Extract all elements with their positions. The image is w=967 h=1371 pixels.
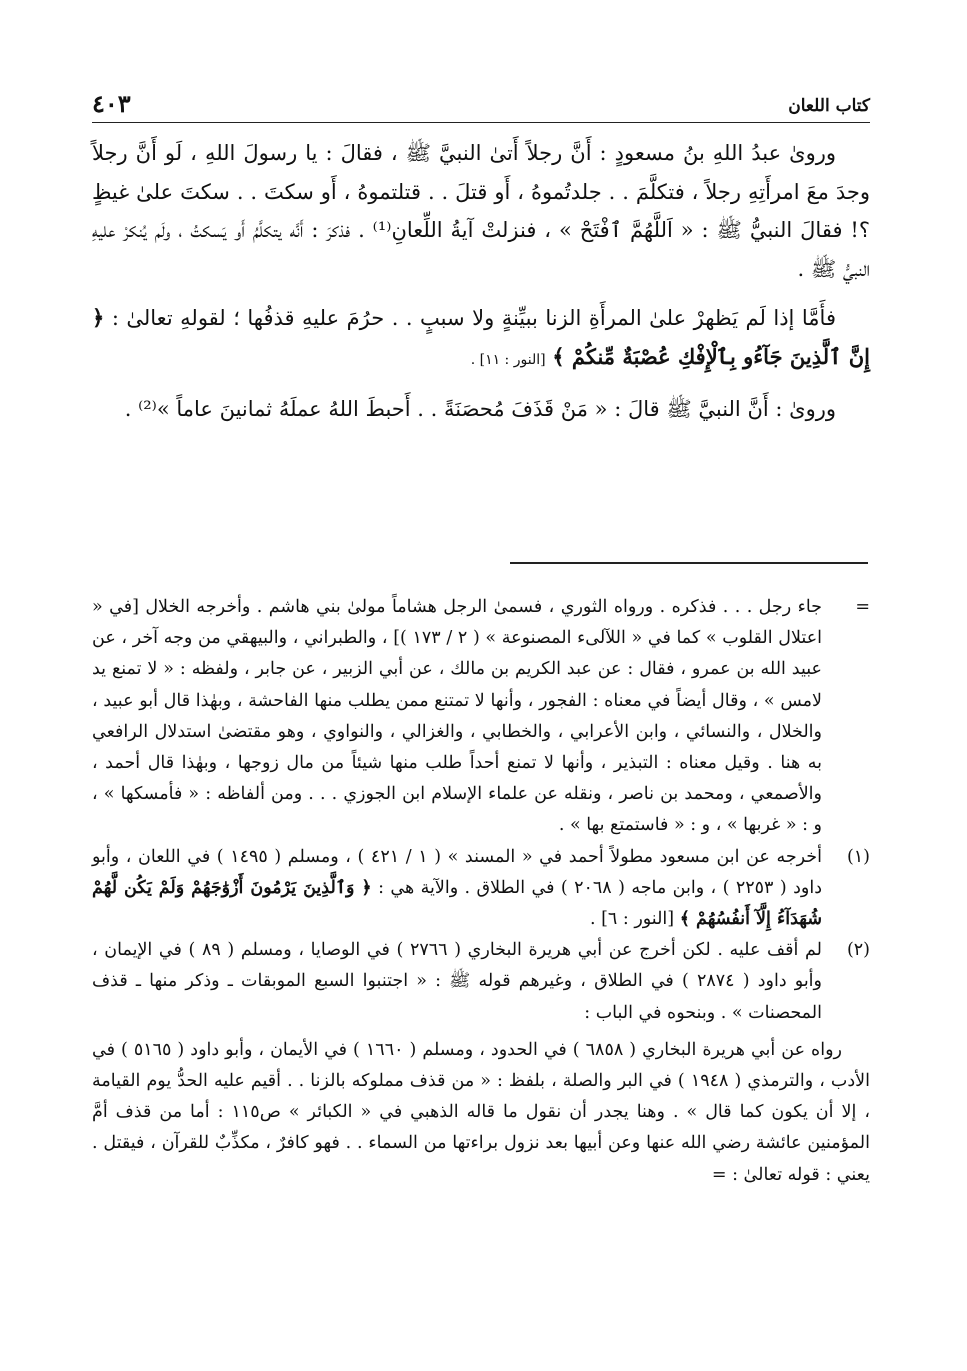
- footnote-1-verse: ﴿ وَٱلَّذِينَ يَرْمُونَ أَزْوَٰجَهُمْ وَلَمْ يَكُن لَّهُمْ شُهَدَآءُ إِلَّآ أَنفُسُهُمْ ﴾: [92, 877, 822, 930]
- paragraph-2-text: فأَمَّا إذا لَم يَظهرْ علىٰ المرأَةِ الزنا ببيِّنةٍ ولا سببٍ . . حرُمَ عليهِ قذفُها ؛ لقولهِ تعالىٰ :: [111, 306, 836, 330]
- footnote-2: [92, 935, 870, 1029]
- continuation-mark: =: [855, 597, 870, 617]
- footnote-1-ref: [النور : ٦] .: [589, 909, 675, 930]
- main-text: [92, 134, 870, 440]
- main-paragraph-2: [92, 299, 870, 379]
- footnote-1-mark: (١): [846, 846, 870, 867]
- footnote-2-text: لم أقف عليه . لكن أخرج عن أبي هريرة البخاري ( ٢٧٦٦ ) في الوصايا ، ومسلم ( ٨٩ ) في الإيمان ، وأبو داود ( ٢٨٧٤ ) في الطلاق ، وغيرهم قوله ﷺ : « اجتنبوا السبع الموبقات ـ وذكر منها ـ قذف المحصنات » . وبنحوه في الباب :: [92, 940, 822, 1023]
- verse-reference: [النور : ١١] .: [470, 351, 546, 368]
- continuation-text: جاء رجل . . . فذكره . ورواه الثوري ، فسمىٰ الرجل هشاماً مولىٰ بني هاشم . وأخرجه الخلال [في « اعتلال القلوب » كما في « اللآلىء المصنوعة » ( ٢ / ١٧٣ )] ، والطبراني ، والبيهقي من وجه آخر ، عن عبيد الله بن عمرو ، فقال : عن عبد الكريم بن مالك ، عن أبي الزبير ، عن جابر ، ولفظه : « لا تمنع يد لامس » ، وقال أيضاً في معناه : الفجور ، وأنها لا تمتنع ممن يطلب منها الفاحشة ، وبهٰذا قال أبو عبيد ، والخلال ، والنسائي ، وابن الأعرابي ، والخطابي ، والغزالي ، والنواوي ، وهو مقتضىٰ استدلال الرافعي به هنا . وقيل معناه : التبذير ، وأنها لا تمنع أحداً طلب منها شيئاً من مال زوجها ، وبهٰذا قال أحمد ، والأصمعي ، ومحمد بن ناصر ، ونقله عن علماء الإسلام ابن الجوزي . . . ومن ألفاظه : « فأمسكها » ، و : « غربها » ، و : « فاستمتع بها » .: [92, 597, 822, 836]
- page-header: [92, 82, 870, 123]
- continued-mark: =: [711, 1164, 727, 1185]
- quran-verse: ﴿ إِنَّ ٱلَّذِينَ جَآءُو بِٱلْإِفْكِ عُصْبَةٌ مِّنكُمْ ﴾: [92, 305, 870, 369]
- footnote-2-continuation-text: رواه عن أبي هريرة البخاري ( ٦٨٥٨ ) في الحدود ، ومسلم ( ١٦٦٠ ) في الأيمان ، وأبو داود ( ٥١٦٥ ) في الأدب ، والترمذي ( ١٩٤٨ ) في البر والصلة ، بلفظ : « من قذف مملوكه بالزنا . . أقيم عليه الحدُّ يوم القيامة ، إلا أن يكون كما قال » . وهنا يجدر أن نقول ما قاله الذهبي في « الكبائر » ص١١٥ : أما من قذف أمَّ المؤمنين عائشة رضي الله عنها وعن أبيها بعد نزول براءتها من السماء . . فهو كافرٌ ، مكذِّبٌ للقرآن ، فيقتل . يعني : قوله تعالىٰ :: [92, 1039, 870, 1185]
- chapter-title: كتاب اللعان: [788, 96, 870, 116]
- footnotes: [92, 592, 870, 1191]
- footnote-1-body: [92, 842, 822, 936]
- main-paragraph-3: وروىٰ : أَنَّ النبيَّ ﷺ قالَ : « مَنْ قَذَفَ مُحصَنَةً . . أَحبطَ اللهُ عملَهُ ثمانينَ عاماً »⁽²⁾ .: [124, 397, 836, 421]
- footnote-2-mark: (٢): [846, 940, 870, 961]
- footnote-2-continuation: [92, 1035, 870, 1191]
- main-paragraph-1: وروىٰ عبدُ اللهِ بنُ مسعودٍ : أَنَّ رجلاً أَتىٰ النبيَّ ﷺ ، فقالَ : يا رسولَ اللهِ ، لَو أَنَّ رجلاً وجدَ معَ امرأَتِهِ رجلاً ، فتكلَّمَ . . جلدتُموهُ ، أَو قتلَ . . قتلتموهُ ، أَو سكتَ . . سكتَ علىٰ غيظٍ ؟! فقالَ النبيُّ ﷺ : « اَللَّهُمَّ ٱفْتَحْ » ، فنزلتْ آيةُ اللِّعانِ⁽¹⁾ . فذكرَ : أَنَّه يتكلَّمُ أَو يَسكتُ ، ولَم يُنكرْ عليهِ النبيُّ ﷺ .: [92, 141, 871, 281]
- footnote-1-text: أخرجه عن ابن مسعود مطولاً أحمد في « المسند » ( ١ / ٤٢١ ) ، ومسلم ( ١٤٩٥ ) في اللعان ، وأبو داود ( ٢٢٥٣ ) ، وابن ماجه ( ٢٠٦٨ ) في الطلاق . والآية هي :: [92, 846, 822, 898]
- footnote-1: [92, 842, 870, 936]
- footnote-continuation: [92, 592, 870, 842]
- footnote-separator: [510, 562, 868, 564]
- page-number: ٤٠٣: [92, 89, 131, 118]
